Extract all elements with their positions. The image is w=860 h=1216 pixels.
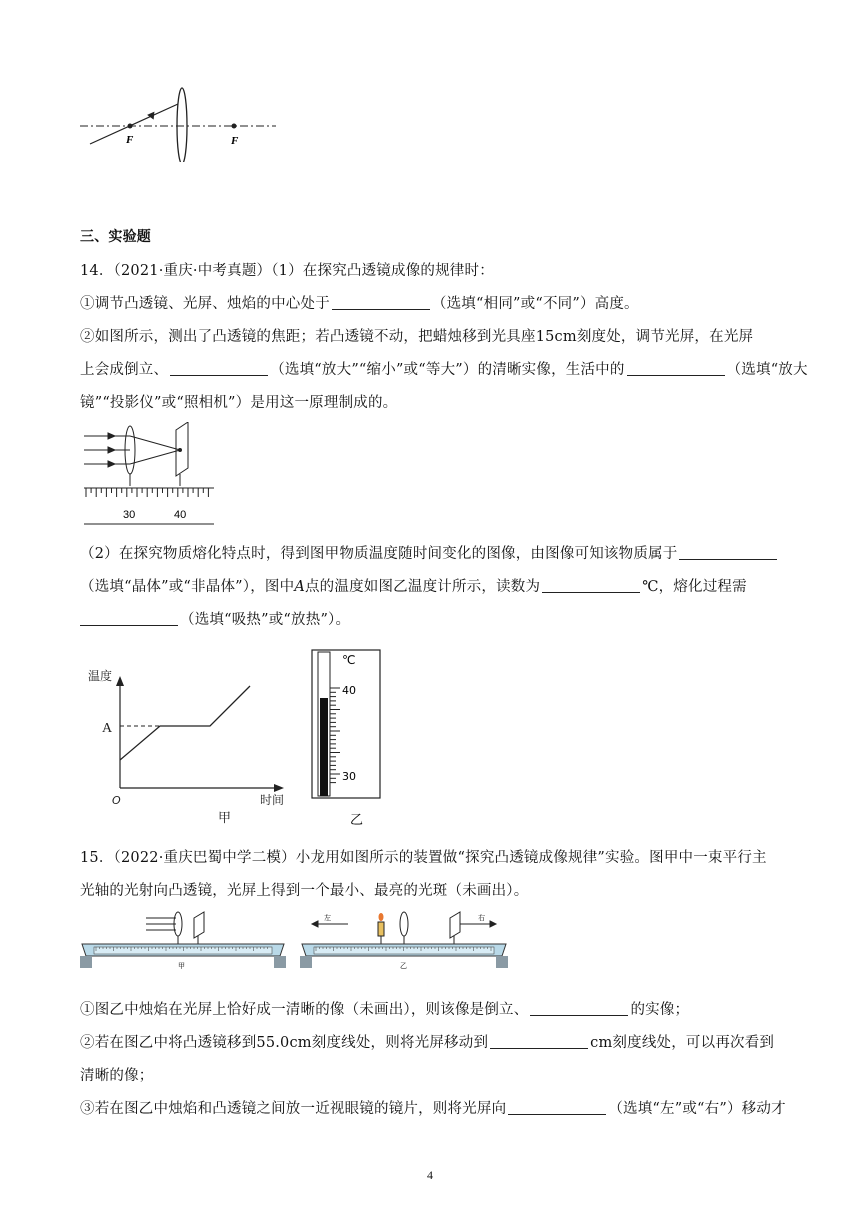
q15-line1: 15．（2022·重庆巴蜀中学二模）小龙用如图所示的装置做“探究凸透镜成像规律”实验。图甲中一束平行主: [80, 850, 767, 866]
answer-blank: [679, 545, 777, 560]
q14-line8: （选填“吸热”或“放热”）。: [80, 608, 350, 629]
melting-graph: [84, 660, 294, 832]
bench-jia-caption: 甲: [178, 962, 185, 970]
optical-bench-yi: [300, 908, 508, 976]
q14-line2: ①调节凸透镜、光屏、烛焰的中心处于 （选填“相同”或“不同”）高度。: [80, 296, 639, 312]
temperature-curve: [120, 686, 250, 760]
graph-point-a: A: [102, 721, 113, 736]
q15-line5: 清晰的像；: [80, 1068, 154, 1084]
answer-blank: [80, 611, 178, 626]
answer-blank: [530, 1001, 628, 1016]
thermo-caption: 乙: [350, 813, 364, 828]
convex-lens: [177, 88, 187, 162]
answer-blank: [332, 295, 430, 310]
bench-yi-caption: 乙: [400, 962, 407, 970]
q15-line4: ②若在图乙中将凸透镜移到55.0cm刻度线处，则将光屏移动到 cm刻度线处，可以再次看到: [80, 1035, 775, 1051]
thermometer-figure: [308, 648, 388, 832]
focal-length-figure: [80, 422, 220, 528]
q14-line3: ②如图所示，测出了凸透镜的焦距；若凸透镜不动，把蜡烛移到光具座15cm刻度处，调节光屏，在光屏: [80, 329, 754, 345]
q14-line5: 镜”“投影仪”或“照相机”）是用这一原理制成的。: [80, 395, 398, 411]
answer-blank: [508, 1100, 606, 1115]
mercury-column: [320, 698, 328, 796]
q14-line1: 14．（2021·重庆·中考真题）（1）在探究凸透镜成像的规律时：: [80, 263, 494, 279]
q14-line7: （选填“晶体”或“非晶体”），图中A点的温度如图乙温度计所示，读数为 ℃，熔化过程需: [80, 579, 747, 595]
q15-line6: ③若在图乙中烛焰和凸透镜之间放一近视眼镜的镜片，则将光屏向 （选填“左”或“右”）移动才: [80, 1101, 786, 1117]
q14-line4: 上会成倒立、 （选填“放大”“缩小”或“等大”）的清晰实像，生活中的 （选填“放大: [80, 362, 808, 378]
thermo-tick-40: 40: [342, 684, 356, 697]
graph-ylabel: 温度: [88, 669, 113, 683]
graph-xlabel: 时间: [260, 793, 285, 807]
q15-line2: 光轴的光射向凸透镜，光屏上得到一个最小、最亮的光斑（未画出）。: [80, 883, 529, 899]
thermo-tick-30: 30: [342, 770, 356, 783]
ruler-label-40: 40: [174, 509, 187, 521]
answer-blank: [490, 1034, 588, 1049]
ruler-label-30: 30: [123, 509, 136, 521]
focus-label-right: F: [231, 135, 239, 147]
focus-label-left: F: [126, 134, 134, 146]
lens-ray-figure: [76, 82, 286, 162]
q15-line3: ①图乙中烛焰在光屏上恰好成一清晰的像（未画出），则该像是倒立、 的实像；: [80, 1002, 690, 1018]
arrow-right-label: 右: [478, 914, 485, 922]
graph-origin: O: [112, 794, 121, 807]
optical-bench-jia: [80, 908, 286, 976]
arrow-left-label: 左: [324, 914, 331, 922]
q14-line6: （2）在探究物质熔化特点时，得到图甲物质温度随时间变化的图像，由图像可知该物质属于: [80, 542, 779, 563]
answer-blank: [627, 361, 725, 376]
answer-blank: [542, 578, 640, 593]
answer-blank: [170, 361, 268, 376]
page-number: 4: [427, 1168, 433, 1182]
thermo-unit: ℃: [342, 653, 356, 667]
graph-caption: 甲: [218, 811, 232, 826]
section-title: 三、实验题: [80, 229, 151, 245]
